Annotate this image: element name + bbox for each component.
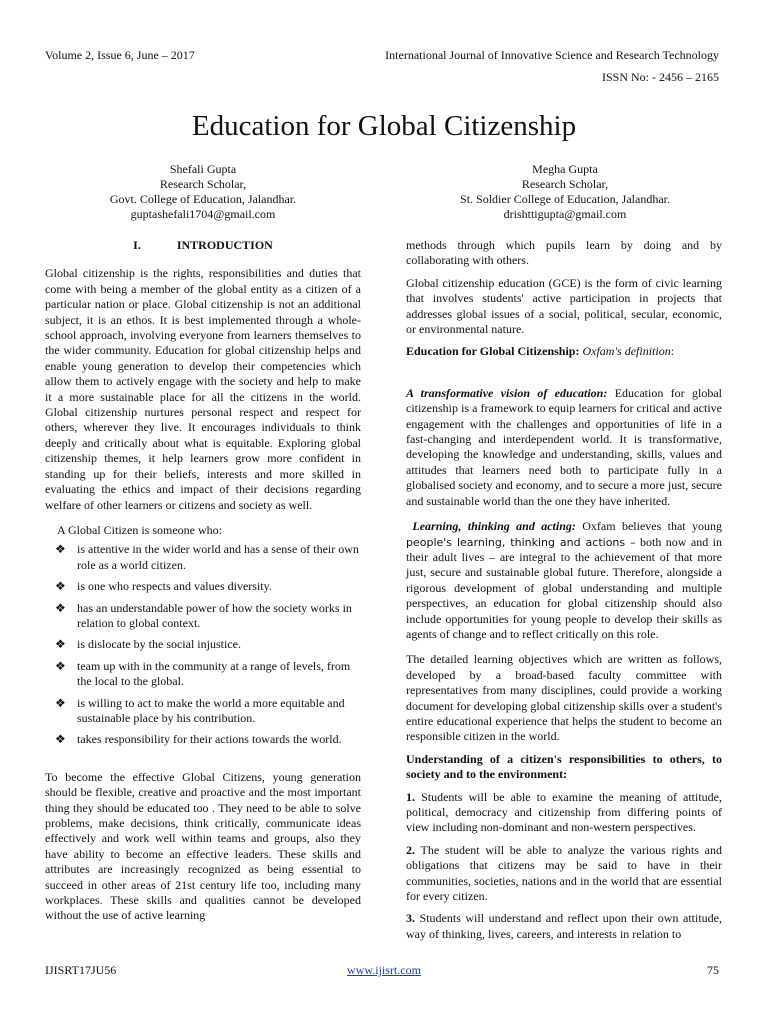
diamond-bullet-icon: ❖ <box>55 542 66 557</box>
section-heading <box>45 238 361 253</box>
section-number: I. <box>133 238 141 252</box>
learning-label: Learning, thinking and acting: <box>412 519 576 534</box>
skills-paragraph: To become the effective Global Citizens, young generation should be flexible, creative and proactive and the most important thing they should be educated too . They need to be able to solve problems, make decisions, think critically, communicate ideas effectively and work well within teams and groups, also they have ability to become an effective leaders. These skills and attributes are increasingly recognized as being essential to succeed in other areas of 21st century life too, including many workplaces. These skills and qualities cannot be developed without the use of active learning <box>45 769 361 923</box>
paper-code: IJISRT17JU56 <box>45 963 117 977</box>
understanding-heading: Understanding of a citizen's responsibilities to others, to society and to the environment: <box>406 751 722 782</box>
diamond-bullet-icon: ❖ <box>55 658 66 673</box>
left-column <box>45 238 361 931</box>
numbered-item: 2. The student will be able to analyze the various rights and obligations that citizens may be said to have in their communities, societies, nations and in the world that are essential for every citizen. <box>406 842 722 904</box>
page-number: 75 <box>707 963 719 977</box>
diamond-bullet-icon: ❖ <box>55 637 66 652</box>
oxfam-definition: Oxfam's definition <box>582 344 671 359</box>
list-item: ❖ is dislocate by the social injustice. <box>55 637 241 652</box>
author-block-2 <box>440 162 690 222</box>
oxfam-heading-label: Education for Global Citizenship: <box>406 344 580 359</box>
objectives-paragraph: The detailed learning objectives which are written as follows, developed by a broad-based faculty committee with representatives from many disciplines, could provide a working document for developing global citizenship skills over a student's entire educational experience that helps the student to become an responsible citizen in the world. <box>406 652 722 744</box>
diamond-bullet-icon: ❖ <box>55 695 66 710</box>
author-role: Research Scholar, <box>521 177 609 191</box>
list-item: ❖ has an understandable power of how the society works in relation to global context. <box>55 600 352 630</box>
section-title: INTRODUCTION <box>176 238 273 252</box>
oxfam-heading: Education for Global Citizenship: Oxfam's definition: <box>406 344 675 359</box>
intro-paragraph: Global citizenship is the rights, responsibilities and duties that come with being a member of the global entity as a citizen of a particular nation or place. Global citizenship is not an additional subject, it is an ethos. It is best implemented through a whole-school approach, involving everyone from learners themselves to the wider community. Education for global citizenship helps and enable young generation to develop their competencies which allow them to actively engage with the society and help to make it a more sustainable place for all the citizens in the world. Global citizenship nurtures personal respect and respect for others, wherever they live. It encourages individuals to think deeply and critically about what is equitable. Exploring global citizenship themes, it help learners grow more confident in standing up for their beliefs, interests and more skilled in evaluating the ethics and impact of their decisions regarding welfare of other learners or citizens and society as well. <box>45 266 361 512</box>
volume-info: Volume 2, Issue 6, June – 2017 <box>45 48 195 62</box>
author-role: Research Scholar, <box>159 177 247 191</box>
list-item: ❖ is one who respects and values diversity. <box>55 579 272 594</box>
list-item: ❖ team up with in the community at a range of levels, from the local to the global. <box>55 658 351 689</box>
journal-name: International Journal of Innovative Science and Research Technology <box>385 48 719 62</box>
learning-paragraph: Learning, thinking and acting: Oxfam believes that young people's learning, thinking and actions – both now and in their adult lives – are integral to the achievement of that more just, secure and sustainable global future. Therefore, alongside a rigorous development of global understanding and multiple perspectives, an education for global citizenship should also include opportunities for young people to develop their skills as agents of change and to reflect critically on this role. <box>406 519 722 641</box>
methods-paragraph: methods through which pupils learn by doing and by collaborating with others. <box>406 238 722 268</box>
list-item: ❖ is attentive in the wider world and has a sense of their own role as a world citizen. <box>55 542 359 572</box>
global-citizen-list <box>45 542 361 747</box>
list-item: ❖ is willing to act to make the world a more equitable and sustainable place by his contribution. <box>55 695 345 725</box>
gce-paragraph: Global citizenship education (GCE) is the form of civic learning that involves students' active participation in projects that addresses global issues of a social, political, secular, economic, or environmental nature. <box>406 275 722 337</box>
diamond-bullet-icon: ❖ <box>55 579 66 594</box>
paper-title: Education for Global Citizenship <box>191 110 577 142</box>
issn: ISSN No: - 2456 – 2165 <box>601 70 719 84</box>
author-name: Shefali Gupta <box>169 162 237 176</box>
right-column <box>406 238 722 949</box>
numbered-item: 1. Students will be able to examine the meaning of attitude, political, democracy and citizenship from differing points of view including non-dominant and non-western perspectives. <box>406 789 722 835</box>
vision-paragraph: A transformative vision of education: Education for global citizenship is a framework to equip learners for critical and active engagement with the challenges and opportunities of life in a fast-changing and interdependent world. It is transformative, developing the knowledge and understanding, skills, values and attitudes that learners need both to participate fully in a globalised society and economy, and to secure a more just, secure and sustainable world than the one they have inherited. <box>406 385 723 508</box>
author-affiliation: Govt. College of Education, Jalandhar. <box>109 192 297 206</box>
vision-label: A transformative vision of education: <box>406 385 608 400</box>
author-name: Megha Gupta <box>532 162 598 176</box>
author-affiliation: St. Soldier College of Education, Jalandhar. <box>460 192 670 206</box>
author-block-1 <box>80 162 326 222</box>
website-link[interactable]: www.ijisrt.com <box>347 963 421 977</box>
numbered-item: 3. Students will understand and reflect upon their own attitude, way of thinking, lives, careers, and interests in relation to <box>406 911 722 941</box>
author-email: drishttigupta@gmail.com <box>503 207 627 221</box>
diamond-bullet-icon: ❖ <box>55 732 66 747</box>
list-item: ❖ takes responsibility for their actions towards the world. <box>55 732 342 747</box>
author-email: guptashefali1704@gmail.com <box>130 207 276 221</box>
diamond-bullet-icon: ❖ <box>55 600 66 615</box>
list-intro: A Global Citizen is someone who: <box>57 522 222 537</box>
footer-link-wrap <box>0 963 768 978</box>
